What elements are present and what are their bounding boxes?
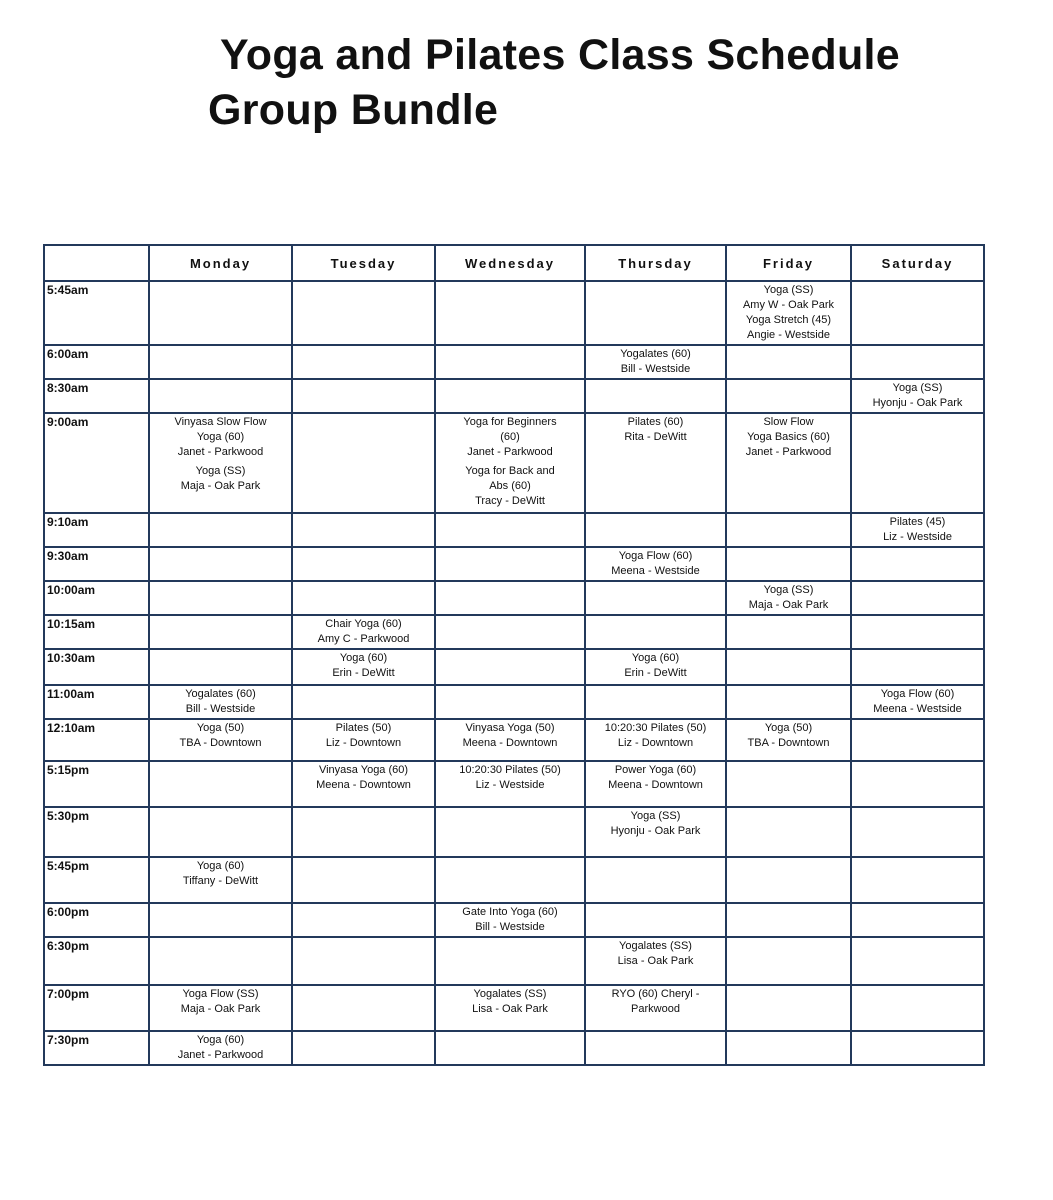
schedule-cell [726,379,851,413]
class-entry-line: Liz - Downtown [617,737,694,749]
class-entry [438,987,582,1017]
schedule-cell [851,513,984,547]
class-entry-line: Chair Yoga (60) [325,618,402,630]
table-row [44,761,984,807]
class-entry-line: Yoga (50) [196,722,245,734]
schedule-cell [726,807,851,857]
class-entry-line: Yogalates (SS) [619,940,692,952]
time-slot: 6:00pm [44,903,149,937]
schedule-cell [585,857,726,903]
schedule-cell [726,985,851,1031]
class-entry-line: Yoga Flow (60) [880,688,955,700]
class-entry-line: Pilates (60) [627,416,684,428]
table-row [44,379,984,413]
class-entry [438,464,582,509]
schedule-cell [435,937,585,985]
schedule-cell [435,581,585,615]
class-entry-line: Maja - Oak Park [180,480,261,492]
class-entry-line: Yoga (SS) [892,382,943,394]
schedule-cell [292,857,435,903]
schedule-cell [585,513,726,547]
class-entry-line: Meena - Westside [873,703,962,715]
schedule-cell [292,413,435,513]
schedule-cell [292,903,435,937]
table-row [44,649,984,685]
title-line-2: Group Bundle [208,86,499,134]
class-entry-line: Maja - Oak Park [180,1003,261,1015]
class-entry-line: Hyonju - Oak Park [610,825,701,837]
time-slot: 9:30am [44,547,149,581]
schedule-cell [726,857,851,903]
class-entry-line: Parkwood [631,1003,680,1015]
class-entry [152,464,289,494]
schedule-cell [851,649,984,685]
time-slot: 6:00am [44,345,149,379]
class-entry-line: Tiffany - DeWitt [182,875,259,887]
schedule-cell [149,345,292,379]
class-entry [438,763,582,793]
table-row [44,581,984,615]
class-entry [588,987,723,1017]
schedule-cell [435,807,585,857]
class-entry-line: Angie - Westside [747,329,830,341]
table-row [44,985,984,1031]
schedule-cell [585,379,726,413]
schedule-cell [292,345,435,379]
schedule-cell [726,345,851,379]
schedule-cell [149,615,292,649]
schedule-cell [585,649,726,685]
table-row [44,903,984,937]
class-entry [295,721,432,751]
class-entry-line: Janet - Parkwood [177,446,264,458]
day-header: Tuesday [292,245,435,281]
class-entry-line: Pilates (50) [335,722,392,734]
class-entry [295,617,432,647]
schedule-cell [726,719,851,761]
schedule-cell [585,937,726,985]
schedule-cell [149,547,292,581]
schedule-cell [149,685,292,719]
class-entry-line: Lisa - Oak Park [617,955,694,967]
schedule-cell [585,985,726,1031]
class-entry-line: Yoga (60) [196,1034,245,1046]
schedule-cell [585,581,726,615]
class-entry-line: Yoga Flow (SS) [182,988,259,1000]
day-header: Thursday [585,245,726,281]
table-row [44,719,984,761]
schedule-cell [292,513,435,547]
schedule-cell [292,719,435,761]
class-entry-line: Meena - Westside [611,565,700,577]
schedule-cell [851,345,984,379]
class-entry-line: Bill - Westside [620,363,691,375]
time-slot: 5:45am [44,281,149,345]
class-entry [152,1033,289,1063]
table-row [44,513,984,547]
class-entry [729,283,848,343]
time-slot: 5:45pm [44,857,149,903]
schedule-cell [851,719,984,761]
schedule-cell [292,685,435,719]
schedule-cell [585,281,726,345]
day-header: Monday [149,245,292,281]
time-slot: 10:30am [44,649,149,685]
time-slot: 5:15pm [44,761,149,807]
class-entry-line: Vinyasa Yoga (60) [318,764,409,776]
table-row [44,807,984,857]
schedule-cell [726,581,851,615]
schedule-cell [149,649,292,685]
schedule-cell [149,857,292,903]
table-row [44,615,984,649]
schedule-cell [149,985,292,1031]
table-row [44,547,984,581]
class-entry [152,721,289,751]
schedule-cell [292,379,435,413]
class-entry [152,415,289,460]
class-entry-line: Erin - DeWitt [624,667,687,679]
table-row [44,857,984,903]
schedule-cell [851,857,984,903]
class-entry-line: Gate Into Yoga (60) [462,906,558,918]
time-slot: 7:00pm [44,985,149,1031]
class-entry-line: 10:20:30 Pilates (50) [604,722,707,734]
schedule-cell [851,413,984,513]
schedule-cell [149,807,292,857]
schedule-cell [435,685,585,719]
table-row [44,345,984,379]
class-entry [588,763,723,793]
schedule-cell [435,615,585,649]
schedule-cell [851,761,984,807]
schedule-cell [851,685,984,719]
class-entry [588,809,723,839]
time-slot: 6:30pm [44,937,149,985]
day-header: Saturday [851,245,984,281]
time-slot: 11:00am [44,685,149,719]
class-entry [854,381,981,411]
class-entry-line: Yoga Flow (60) [618,550,693,562]
header-corner [44,245,149,281]
class-entry-line: TBA - Downtown [179,737,262,749]
class-entry-line: Janet - Parkwood [467,446,553,458]
class-entry-line: 10:20:30 Pilates (50) [459,764,561,776]
schedule-cell [585,1031,726,1065]
schedule-cell [585,345,726,379]
schedule-cell [851,807,984,857]
schedule-cell [851,1031,984,1065]
schedule-cell [292,281,435,345]
schedule-cell [292,581,435,615]
schedule-cell [292,1031,435,1065]
schedule-cell [851,379,984,413]
schedule-cell [149,281,292,345]
time-slot: 10:00am [44,581,149,615]
schedule-cell [149,719,292,761]
time-slot: 12:10am [44,719,149,761]
class-entry [295,763,432,793]
class-entry-line: Yoga (60) [196,860,245,872]
schedule-cell [585,615,726,649]
class-entry-line: Amy W - Oak Park [742,299,835,311]
class-entry-line: (60) [500,431,520,443]
class-entry-line: Erin - DeWitt [332,667,395,679]
schedule-cell [726,937,851,985]
schedule-cell [435,985,585,1031]
class-entry [588,549,723,579]
class-entry-line: Yoga (60) [631,652,680,664]
schedule-cell [149,1031,292,1065]
class-entry-line: Janet - Parkwood [177,1049,264,1061]
class-entry-line: Abs (60) [489,480,531,492]
time-slot: 10:15am [44,615,149,649]
page-title [208,28,900,138]
class-entry-line: Yoga for Back and [465,465,555,477]
schedule-cell [435,857,585,903]
schedule-cell [726,1031,851,1065]
class-entry [295,651,432,681]
schedule-cell [292,547,435,581]
schedule-cell [726,685,851,719]
schedule-cell [149,513,292,547]
schedule-cell [726,903,851,937]
schedule-cell [435,649,585,685]
class-entry-line: Yoga Basics (60) [747,431,830,443]
time-slot: 8:30am [44,379,149,413]
schedule-cell [149,903,292,937]
class-entry-line: Yoga (50) [764,722,813,734]
schedule-cell [149,581,292,615]
schedule-cell [292,807,435,857]
class-entry-line: Yoga (SS) [763,584,814,596]
schedule-cell [292,761,435,807]
class-entry-line: Pilates (45) [889,516,946,528]
schedule-cell [149,379,292,413]
day-header: Friday [726,245,851,281]
schedule-cell [585,547,726,581]
class-entry [588,939,723,969]
schedule-cell [435,345,585,379]
schedule-cell [726,547,851,581]
class-entry [588,415,723,445]
class-entry-line: Janet - Parkwood [745,446,832,458]
class-entry [729,583,848,613]
class-entry-line: Meena - Downtown [316,779,411,791]
class-entry-line: Lisa - Oak Park [472,1003,548,1015]
class-entry-line: Bill - Westside [475,921,545,933]
class-entry-line: Tracy - DeWitt [475,495,545,507]
schedule-cell [149,413,292,513]
header-row [44,245,984,281]
class-entry [588,721,723,751]
time-slot: 9:00am [44,413,149,513]
schedule-cell [585,903,726,937]
class-entry-line: Amy C - Parkwood [317,633,410,645]
class-entry-line: Meena - Downtown [462,737,558,749]
class-entry [588,651,723,681]
class-entry [152,987,289,1017]
time-slot: 5:30pm [44,807,149,857]
table-row [44,685,984,719]
class-entry [854,515,981,545]
schedule-cell [851,903,984,937]
schedule-cell [851,281,984,345]
table-row [44,1031,984,1065]
class-entry-line: RYO (60) Cheryl - [611,988,700,1000]
schedule-cell [585,413,726,513]
class-entry-line: Yoga for Beginners [463,416,557,428]
table-row [44,937,984,985]
table-row [44,413,984,513]
schedule-cell [435,903,585,937]
class-entry-line: TBA - Downtown [747,737,830,749]
class-entry [588,347,723,377]
day-header: Wednesday [435,245,585,281]
class-entry-line: Yogalates (60) [185,688,256,700]
schedule-cell [585,685,726,719]
class-entry [152,859,289,889]
class-entry-line: Rita - DeWitt [624,431,687,443]
time-slot: 7:30pm [44,1031,149,1065]
class-entry-line: Liz - Downtown [325,737,402,749]
class-entry-line: Yoga (SS) [763,284,814,296]
class-entry-line: Yoga (60) [196,431,245,443]
schedule-cell [149,761,292,807]
schedule-cell [585,761,726,807]
class-entry-line: Yogalates (SS) [473,988,547,1000]
schedule-cell [435,1031,585,1065]
class-entry [152,687,289,717]
schedule-cell [726,615,851,649]
schedule-cell [851,937,984,985]
class-entry-line: Yoga (60) [339,652,388,664]
schedule-cell [726,513,851,547]
schedule-cell [292,649,435,685]
title-line-1: Yoga and Pilates Class Schedule [220,31,901,79]
class-entry-line: Yoga Stretch (45) [745,314,832,326]
class-entry-line: Meena - Downtown [608,779,703,791]
class-entry-line: Vinyasa Yoga (50) [465,722,555,734]
class-entry [438,721,582,751]
schedule-cell [585,807,726,857]
time-slot: 9:10am [44,513,149,547]
class-entry-line: Yoga (SS) [630,810,681,822]
schedule-cell [149,937,292,985]
class-entry-line: Power Yoga (60) [614,764,697,776]
schedule-cell [851,581,984,615]
class-entry [438,905,582,935]
class-entry-line: Slow Flow [763,416,814,428]
schedule-cell [292,985,435,1031]
class-entry-line: Yoga (SS) [195,465,246,477]
schedule-cell [851,547,984,581]
schedule-cell [726,649,851,685]
schedule-cell [851,615,984,649]
class-entry-line: Maja - Oak Park [748,599,829,611]
schedule-cell [435,719,585,761]
class-entry [729,415,848,460]
schedule-cell [435,413,585,513]
schedule-cell [292,937,435,985]
class-entry-line: Hyonju - Oak Park [872,397,963,409]
schedule-cell [726,761,851,807]
schedule-cell [435,547,585,581]
schedule-cell [585,719,726,761]
schedule-cell [435,379,585,413]
schedule-cell [851,985,984,1031]
schedule-cell [435,761,585,807]
schedule-cell [726,281,851,345]
class-entry-line: Liz - Westside [475,779,545,791]
class-entry [729,721,848,751]
table-row [44,281,984,345]
class-entry [854,687,981,717]
class-entry-line: Vinyasa Slow Flow [174,416,267,428]
class-entry-line: Bill - Westside [185,703,256,715]
schedule-cell [292,615,435,649]
schedule-cell [435,513,585,547]
schedule-cell [726,413,851,513]
schedule-table [43,244,985,1066]
class-entry-line: Yogalates (60) [620,348,691,360]
class-entry [438,415,582,460]
class-entry-line: Liz - Westside [883,531,952,543]
schedule-cell [435,281,585,345]
